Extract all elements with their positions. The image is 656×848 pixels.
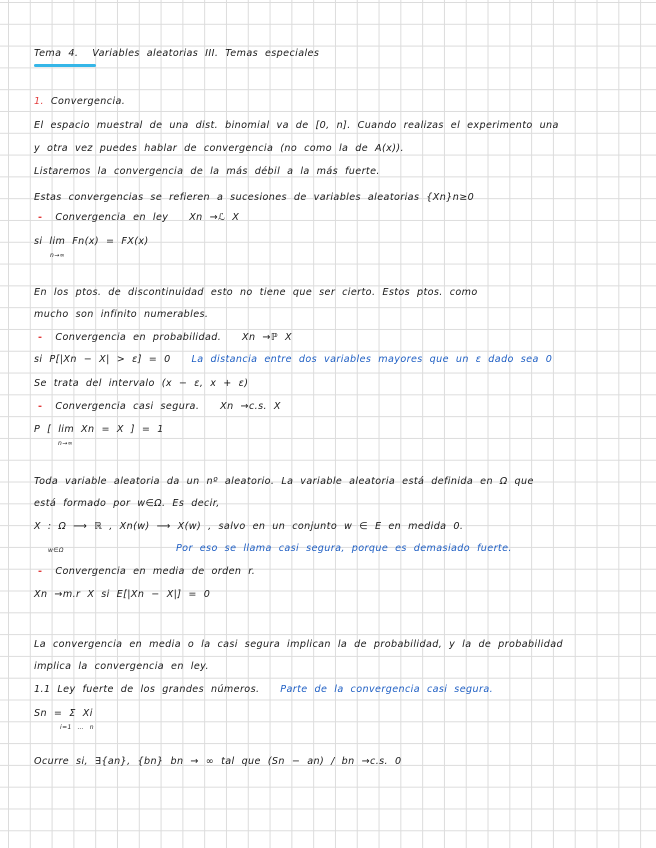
paragraph-line: y otra vez puedes hablar de convergencia (no como la de A(x)). [34,143,404,154]
bullet-label: Convergencia en media de orden r. [55,566,256,577]
bullet-convergence-law [38,212,239,224]
formula: si lim Fn(x) = FX(x) [34,236,149,247]
bullet-convergence-almost-sure [38,401,281,413]
bullet-label: Convergencia casi segura. [55,401,200,412]
section-1-title: Convergencia. [50,96,126,107]
page-title [34,48,319,60]
bullet-convergence-mean [38,566,255,578]
formula-line: X : Ω ⟶ ℝ , Xn(w) ⟶ X(w) , salvo en un conjunto w ∈ E en medida 0. [34,521,464,532]
formula-note: Por eso se llama casi segura, porque es demasiado fuerte. [176,543,512,554]
bullet-convergence-probability [38,332,292,344]
formula-note: La distancia entre dos variables mayores que un ε dado sea 0 [191,354,553,365]
bullet-marker: - [38,332,43,343]
section-1-number: 1. [34,96,44,107]
paragraph-line: Toda variable aleatoria da un nº aleatorio. La variable aleatoria está definida en Ω que [34,476,534,487]
section-1-heading [34,96,125,108]
title-underline [34,64,96,67]
formula-line [34,236,149,248]
formula: Xn →c.s. X [220,401,281,412]
paragraph-line: Se trata del intervalo (x − ε, x + ε) [34,378,249,389]
title-topic: Tema 4. [34,48,79,59]
paragraph-line: mucho son infinito numerables. [34,309,209,320]
formula-limits: i=1 … n [60,724,94,731]
bullet-marker: - [38,212,43,223]
formula-line [34,424,164,436]
formula-subscript: n→∞ [58,440,74,447]
formula-subscript: n→∞ [50,252,66,259]
formula: Xn →ℙ X [242,332,292,343]
formula-line: Xn →m.r X si E[|Xn − X|] = 0 [34,589,211,600]
formula: P [ lim Xn = X ] = 1 [34,424,164,435]
paragraph-line: está formado por w∈Ω. Es decir, [34,498,220,509]
formula-subscript: w∈Ω [48,547,64,554]
formula: si P[|Xn − X| > ε] = 0 [34,354,171,365]
paragraph-line: La convergencia en media o la casi segura implican la de probabilidad, y la de probabilidad [34,639,563,650]
paragraph-line: El espacio muestral de una dist. binomial va de [0, n]. Cuando realizas el experimento una [34,120,559,131]
bullet-marker: - [38,566,43,577]
formula: Xn →ℒ X [189,212,240,223]
bullet-marker: - [38,401,43,412]
formula-line [34,354,552,366]
title-rest: Variables aleatorias III. Temas especiales [92,48,320,59]
formula-line: Sn = Σ Xi [34,708,93,719]
section-1-1-heading [34,684,493,696]
paragraph-line: En los ptos. de discontinuidad esto no tiene que ser cierto. Estos ptos. como [34,287,478,298]
bullet-label: Convergencia en probabilidad. [55,332,222,343]
formula-line: Ocurre si, ∃{an}, {bn} bn → ∞ tal que (Sn − an) / bn →c.s. 0 [34,756,402,767]
bullet-label: Convergencia en ley [55,212,169,223]
section-1-1-note: Parte de la convergencia casi segura. [280,684,494,695]
paragraph-line: Listaremos la convergencia de la más débil a la más fuerte. [34,166,380,177]
paragraph-line: implica la convergencia en ley. [34,661,209,672]
section-1-1-title: 1.1 Ley fuerte de los grandes números. [34,684,260,695]
paragraph-line: Estas convergencias se refieren a sucesiones de variables aleatorias {Xn}n≥0 [34,192,475,203]
